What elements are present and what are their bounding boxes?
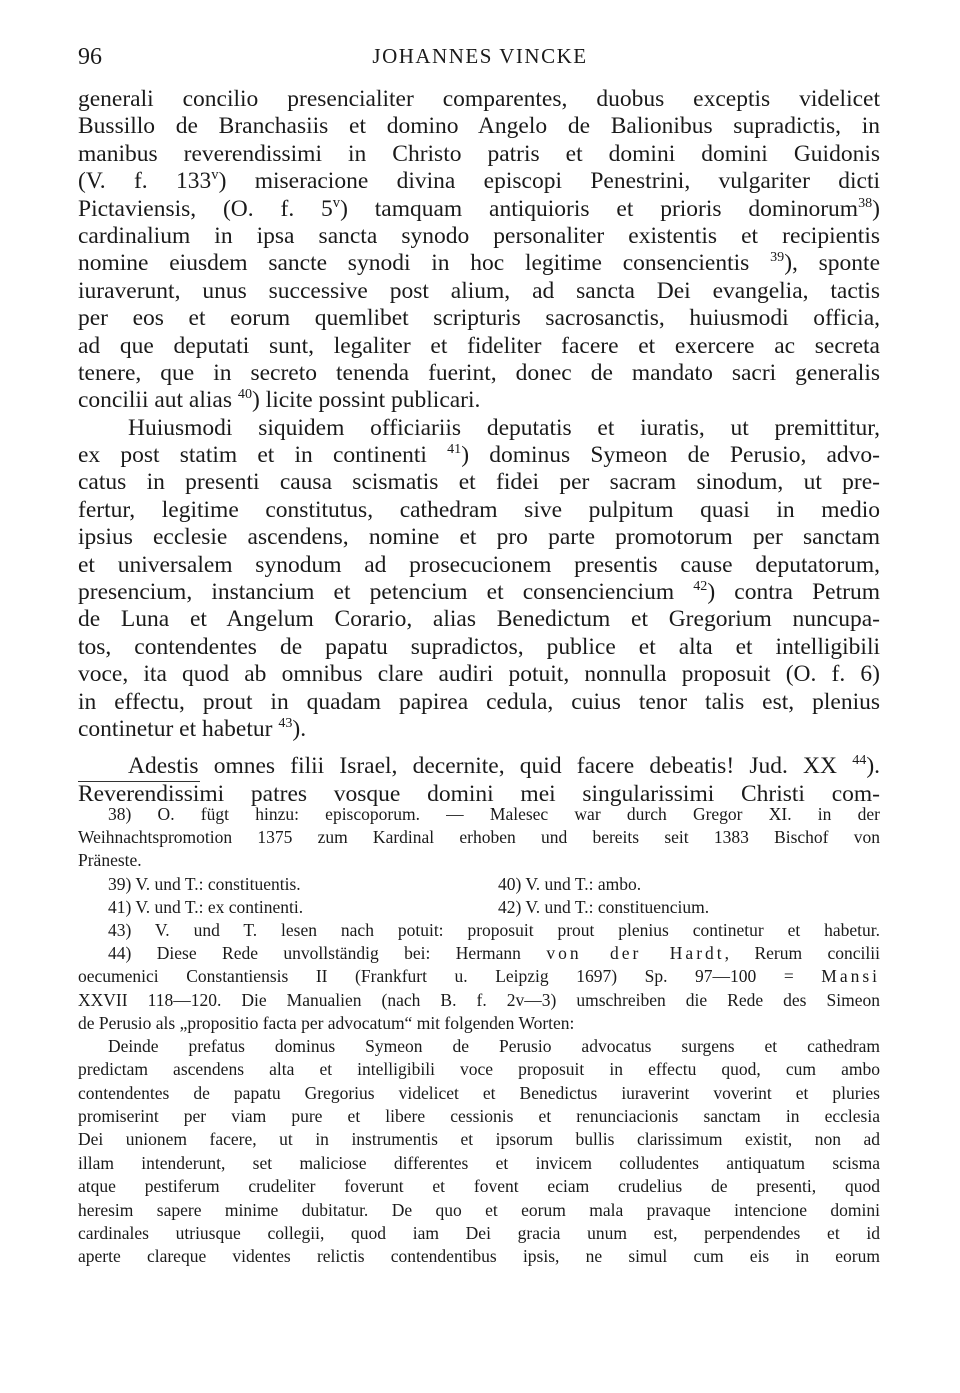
footnote-line: de Perusio als „propositio facta per advocatum“ mit folgenden Worten:	[78, 1012, 575, 1033]
text-line: Reverendissimi patres vosque domini mei singularissimi Christi com-	[78, 780, 880, 807]
footnote-line: 44) Diese Rede unvollständig bei: Hermann von der Hardt, Rerum concilii	[108, 943, 880, 964]
quote-line: cardinales utriusque collegii, quod iam Dei gracia unum est, perpendendes et id	[78, 1223, 880, 1243]
text-line: ex post statim et in continenti $^{41}$) dominus Symeon de Perusio, advo-	[78, 441, 881, 469]
footnote-line: Präneste.	[78, 850, 142, 871]
footnote-ref: 41	[447, 441, 462, 458]
text-line: ad que deputati sunt, legaliter et fideliter facere et exercere ac secreta	[78, 332, 880, 359]
text-line: catus in presenti causa scismatis et fidei per sacram sinodum, ut pre-	[78, 469, 880, 496]
quote-line: illam intenderunt, set maliciose differentes et invicem colludentes antiquatum scisma	[78, 1152, 880, 1173]
footnote-ref: 42	[693, 578, 708, 595]
page-number: 96	[78, 44, 102, 70]
footnote-line	[78, 896, 880, 919]
running-header	[78, 38, 882, 78]
text-line: manibus reverendissimi in Christo patris et domini domini Guidonis	[78, 140, 880, 167]
text-line: voce, ita quod ab omnibus clare audiri potuit, nonnulla proposuit (O. f. 6)	[78, 661, 880, 688]
text-line: per eos et eorum quemlibet scripturis sacrosanctis, huiusmodi officia,	[78, 305, 880, 332]
footnotes	[78, 803, 880, 1269]
text-line: Bussillo de Branchasiis et domino Angelo de Balionibus supradictis, in	[78, 113, 880, 140]
footnote-line: Weihnachtspromotion 1375 zum Kardinal erhoben und bereits seit 1383 Bischof von	[78, 827, 880, 848]
text-line: (V. f. 133$^v$) miseracione divina episcopi Penestrini, vulgariter dicti	[78, 167, 881, 195]
footnote-rule	[78, 781, 200, 782]
author-name: Mansi	[821, 966, 881, 987]
paragraph-gap	[78, 743, 880, 753]
text-line: iuraverunt, unus successive post alium, ad sancta Dei evangelia, tactis	[78, 277, 880, 304]
text-line: in effectu, prout in quadam papirea cedula, cuius tenor talis est, plenius	[78, 688, 880, 715]
footnote-ref: 43	[278, 715, 293, 732]
footnote-line	[78, 873, 880, 896]
footnote-line: oecumenici Constantiensis II (Frankfurt u. Leipzig 1697) Sp. 97—100 = Mansi	[78, 966, 881, 987]
quote-line: atque pestiferum crudeliter foverunt et fovent eciam crudelius de presenti, quod	[78, 1176, 880, 1197]
text-line: de Luna et Angelum Corario, alias Benedictum et Gregorium nuncupa-	[78, 606, 880, 633]
footnote-line: 38) O. fügt hinzu: episcoporum. — Malesec war durch Gregor XI. in der	[108, 804, 880, 824]
quote-line: aperte clareque videntes relictis contendentibus ipsis, ne simul cum eis in eorum	[78, 1246, 880, 1267]
text-line: continetur et habetur $^{43}$).	[78, 715, 307, 742]
footnote-line: XXVII 118—120. Die Manualien (nach B. f. 2v—3) umschreiben die Rede des Simeon	[78, 989, 880, 1010]
text-line: ipsius ecclesie ascendens, nomine et pro parte promotorum per sanctam	[78, 524, 880, 551]
footnote-ref: 40	[237, 386, 252, 403]
quote-line: predictam ascendens alta et intelligibili voce proposuit in effectu quod, cum ambo	[78, 1059, 880, 1080]
text-line: Adestis omnes filii Israel, decernite, quid facere debeatis! Jud. XX $^{44}$).	[128, 752, 881, 780]
footnote-41: 41) V. und T.: ex continenti.	[108, 896, 304, 917]
text-line: cardinalium in ipsa sancta synodo personaliter existentis et recipientis	[78, 222, 880, 249]
footnote-ref: 44	[852, 752, 867, 769]
quote-line: contendentes de papatu Gregorius videlicet et Benedictus iuraverint voverint et pluries	[78, 1082, 880, 1103]
verso-mark: v	[332, 194, 341, 211]
footnote-ref: 39	[770, 249, 785, 266]
quote-line: Deinde prefatus dominus Symeon de Perusio advocatus surgens et cathedram	[108, 1035, 880, 1056]
footnote-39: 39) V. und T.: constituentis.	[108, 873, 301, 894]
text-line: tenere, que in secreto tenenda fuerint, donec de mandato sacri generalis	[78, 359, 880, 386]
text-line: et universalem synodum ad prosecucionem presentis cause deputatorum,	[78, 551, 880, 578]
main-text	[78, 86, 880, 808]
text-line: nomine eiusdem sancte synodi in hoc legitime consencientis $^{39}$), sponte	[78, 249, 881, 277]
text-line: fertur, legitime constitutus, cathedram sive pulpitum quasi in medio	[78, 496, 880, 523]
text-line: Pictaviensis, (O. f. 5$^v$) tamquam antiquioris et prioris dominorum$^{38}$)	[78, 194, 880, 222]
text-line: tos, contendentes de papatu supradictos, publice et alta et intelligibili	[78, 633, 880, 660]
quote-line: Dei unionem facere, ut in instrumentis et ipsorum bullis clarissimum existit, non ad	[78, 1129, 880, 1150]
text-line: presencium, instancium et petencium et consenciencium $^{42}$) contra Petrum	[78, 578, 880, 606]
author-name: von der Hardt	[546, 943, 725, 964]
verso-mark: v	[211, 167, 219, 184]
text-line: Huiusmodi siquidem officiariis deputatis et iuratis, ut premittitur,	[128, 414, 880, 441]
footnote-40: 40) V. und T.: ambo.	[498, 873, 642, 894]
running-title: JOHANNES VINCKE	[372, 44, 588, 68]
text-line: generali concilio presencialiter comparentes, duobus exceptis videlicet	[78, 86, 880, 112]
quote-line: heresim sapere minime dubitatur. De quo et eorum mala pravaque intencione domini	[78, 1199, 880, 1220]
text-line: concilii aut alias $^{40}$) licite possint publicari.	[78, 386, 481, 414]
footnote-43: 43) V. und T. lesen nach potuit: proposuit prout plenius continetur et habetur.	[108, 919, 880, 940]
footnote-ref: 38	[858, 194, 873, 211]
quote-line: promiserint per viam pure et libere cessionis et renunciacionis sanctam in ecclesia	[78, 1106, 880, 1127]
footnote-42: 42) V. und T.: constituencium.	[498, 896, 710, 917]
